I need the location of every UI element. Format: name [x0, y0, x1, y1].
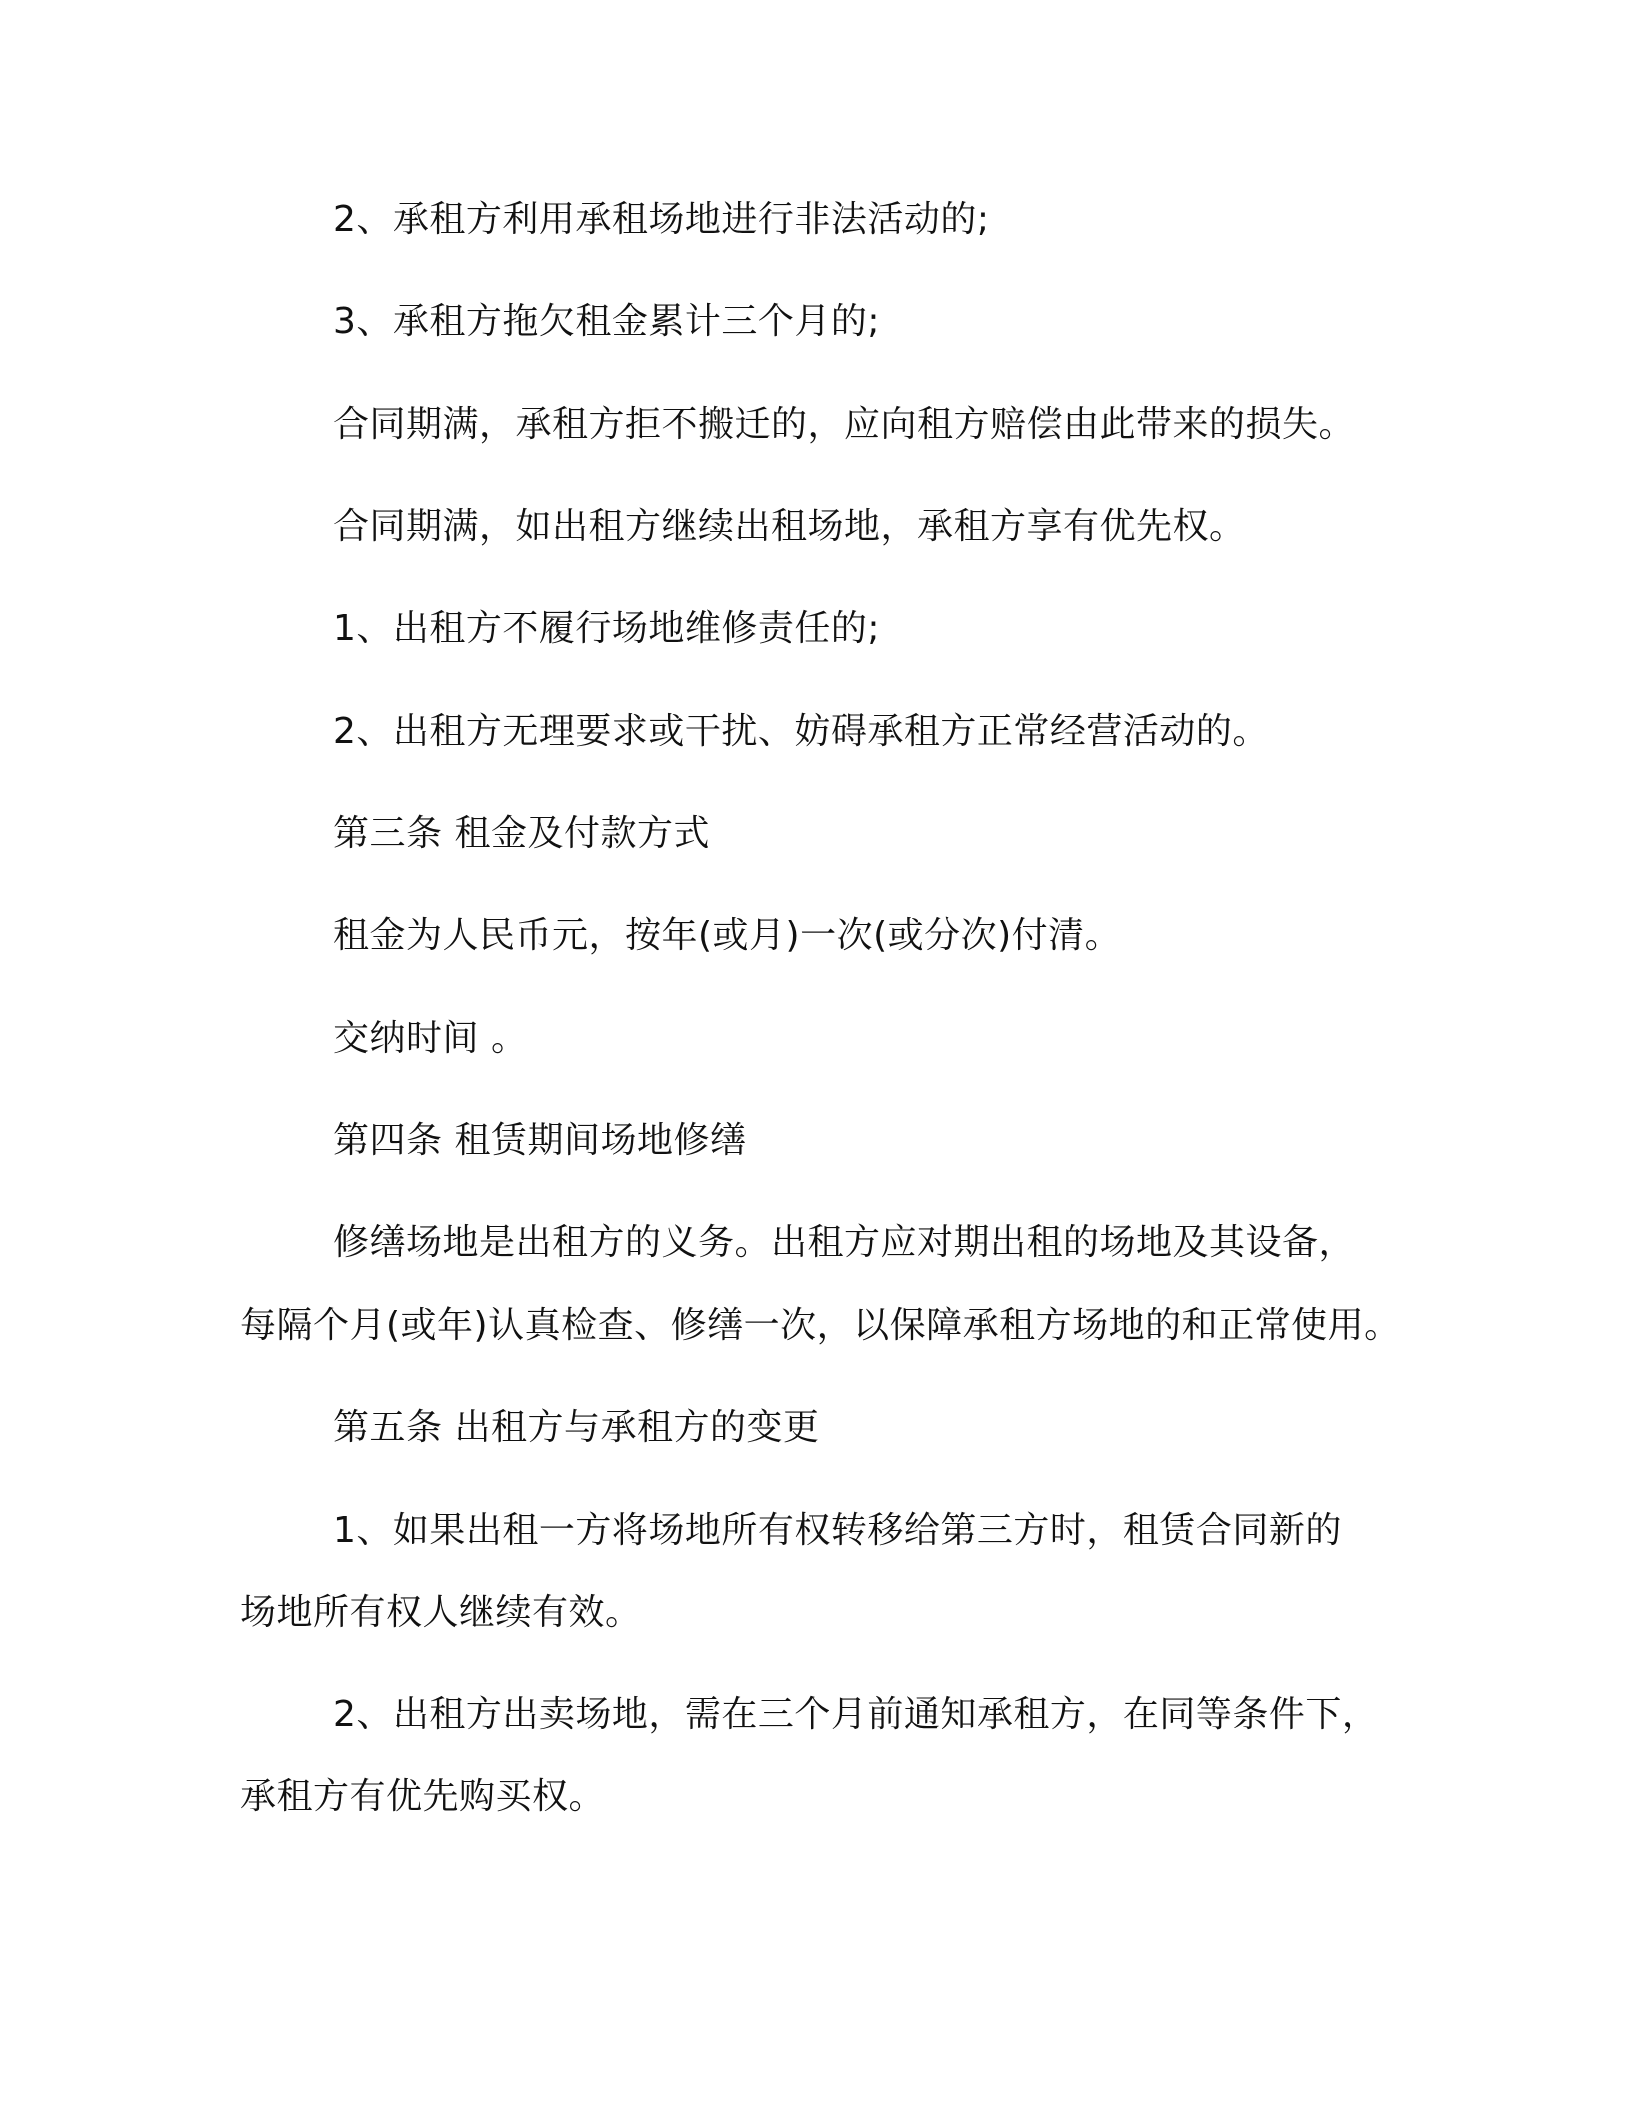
clause-line: 2、出租方无理要求或干扰、妨碍承租方正常经营活动的。 — [333, 711, 1269, 752]
section-heading: 第五条 出租方与承租方的变更 — [333, 1407, 820, 1448]
clause-line: 1、如果出租一方将场地所有权转移给第三方时，租赁合同新的 — [333, 1510, 1342, 1551]
clause-line: 合同期满，如出租方继续出租场地，承租方享有优先权。 — [333, 506, 1246, 547]
clause-line: 场地所有权人继续有效。 — [240, 1592, 642, 1633]
clause-line: 1、出租方不履行场地维修责任的; — [333, 608, 881, 649]
section-heading: 第三条 租金及付款方式 — [333, 813, 710, 854]
clause-line: 交纳时间 。 — [333, 1018, 528, 1059]
clause-line: 2、出租方出卖场地，需在三个月前通知承租方，在同等条件下， — [333, 1694, 1379, 1735]
clause-line: 修缮场地是出租方的义务。出租方应对期出租的场地及其设备， — [333, 1222, 1356, 1263]
clause-line: 3、承租方拖欠租金累计三个月的; — [333, 301, 881, 342]
clause-line: 每隔个月(或年)认真检查、修缮一次，以保障承租方场地的和正常使用。 — [240, 1305, 1401, 1346]
clause-line: 合同期满，承租方拒不搬迁的，应向租方赔偿由此带来的损失。 — [333, 404, 1356, 445]
clause-line: 租金为人民币元，按年(或月)一次(或分次)付清。 — [333, 915, 1122, 956]
clause-line: 承租方有优先购买权。 — [240, 1776, 606, 1817]
section-heading: 第四条 租赁期间场地修缮 — [333, 1120, 747, 1161]
clause-line: 2、承租方利用承租场地进行非法活动的; — [333, 199, 990, 240]
